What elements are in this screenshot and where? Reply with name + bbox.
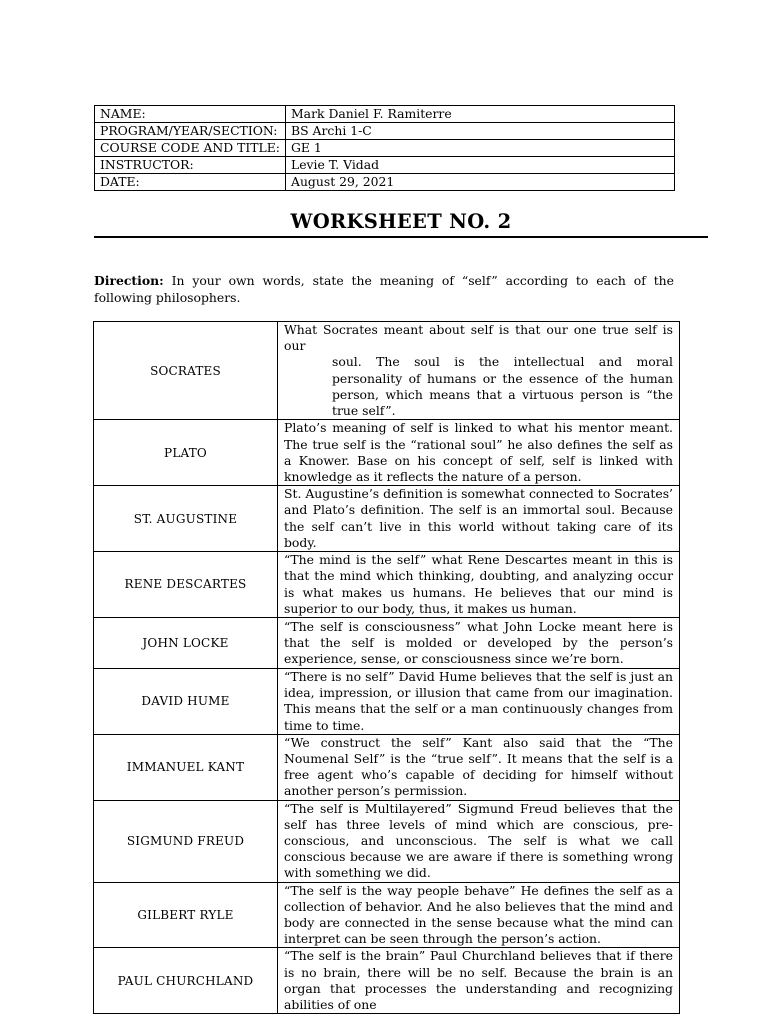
philosopher-name: DAVID HUME: [94, 669, 278, 735]
title-underline: [94, 236, 708, 238]
info-row-instructor: [95, 157, 675, 174]
philosopher-definition: “The self is consciousness” what John Locke meant here is that the self is molded or developed by the person’s experience, sense, or consciousness since we’re born.: [278, 618, 680, 669]
direction-label: Direction:: [94, 273, 164, 288]
philosopher-name: JOHN LOCKE: [94, 618, 278, 669]
definition-line: What Socrates meant about self is that our one true self is our: [284, 322, 673, 354]
philosopher-name: IMMANUEL KANT: [94, 734, 278, 800]
info-label: INSTRUCTOR:: [95, 157, 286, 174]
info-label: PROGRAM/YEAR/SECTION:: [95, 123, 286, 140]
info-label: COURSE CODE AND TITLE:: [95, 140, 286, 157]
info-value: Mark Daniel F. Ramiterre: [286, 106, 675, 123]
worksheet-title: WORKSHEET NO. 2: [290, 210, 512, 233]
table-row: [94, 552, 680, 618]
table-row: [94, 618, 680, 669]
direction-paragraph: [94, 273, 674, 306]
philosopher-name: ST. AUGUSTINE: [94, 486, 278, 552]
table-row: [94, 800, 680, 882]
philosopher-definition: [278, 322, 680, 420]
direction-text: In your own words, state the meaning of “self” according to each of the following philosophers.: [94, 273, 674, 305]
philosophers-table: [93, 321, 680, 1014]
philosopher-name: RENE DESCARTES: [94, 552, 278, 618]
info-label: NAME:: [95, 106, 286, 123]
table-row: [94, 669, 680, 735]
philosopher-definition: “We construct the self” Kant also said that the “The Noumenal Self” is the “true self”. It means that the self is a free agent who’s capable of deciding for himself without another person’s permission.: [278, 734, 680, 800]
info-value: Levie T. Vidad: [286, 157, 675, 174]
table-row: [94, 420, 680, 486]
philosopher-definition: “The self is the way people behave” He defines the self as a collection of behavior. And he also believes that the mind and body are connected in the sense because what the mind can interpret can be seen through the person’s action.: [278, 882, 680, 948]
info-label: DATE:: [95, 174, 286, 191]
definition-line: soul. The soul is the intellectual and moral personality of humans or the essence of the human person, which means that a virtuous person is “the true self”.: [332, 354, 673, 419]
philosopher-definition: “The mind is the self” what Rene Descartes meant in this is that the mind which thinking, doubting, and analyzing occur is what makes us humans. He believes that our mind is superior to our body, thus, it makes us human.: [278, 552, 680, 618]
info-row-date: [95, 174, 675, 191]
table-row: [94, 948, 680, 1014]
info-value: August 29, 2021: [286, 174, 675, 191]
info-value: BS Archi 1-C: [286, 123, 675, 140]
philosopher-name: GILBERT RYLE: [94, 882, 278, 948]
info-row-course: [95, 140, 675, 157]
philosopher-name: SIGMUND FREUD: [94, 800, 278, 882]
philosopher-name: SOCRATES: [94, 322, 278, 420]
info-value: GE 1: [286, 140, 675, 157]
philosopher-definition: Plato’s meaning of self is linked to what his mentor meant. The true self is the “rational soul” he also defines the self as a Knower. Base on his concept of self, self is linked with knowledge as it reflects the nature of a person.: [278, 420, 680, 486]
philosopher-name: PAUL CHURCHLAND: [94, 948, 278, 1014]
table-row: [94, 322, 680, 420]
philosopher-definition: “There is no self” David Hume believes that the self is just an idea, impression, or illusion that came from our imagination. This means that the self or a man continuously changes from time to time.: [278, 669, 680, 735]
student-info-table: [94, 105, 675, 191]
philosopher-definition: “The self is the brain” Paul Churchland believes that if there is no brain, there will be no self. Because the brain is an organ that processes the understanding and recognizing abilities of one: [278, 948, 680, 1014]
info-row-name: [95, 106, 675, 123]
philosopher-name: PLATO: [94, 420, 278, 486]
philosopher-definition: St. Augustine’s definition is somewhat connected to Socrates’ and Plato’s definition. The self is an immortal soul. Because the self can’t live in this world without taking care of its body.: [278, 486, 680, 552]
table-row: [94, 882, 680, 948]
info-row-program: [95, 123, 675, 140]
philosopher-definition: “The self is Multilayered” Sigmund Freud believes that the self has three levels of mind which are conscious, pre-conscious, and unconscious. The self is what we call conscious because we are aware if there is something wrong with something we did.: [278, 800, 680, 882]
table-row: [94, 734, 680, 800]
table-row: [94, 486, 680, 552]
